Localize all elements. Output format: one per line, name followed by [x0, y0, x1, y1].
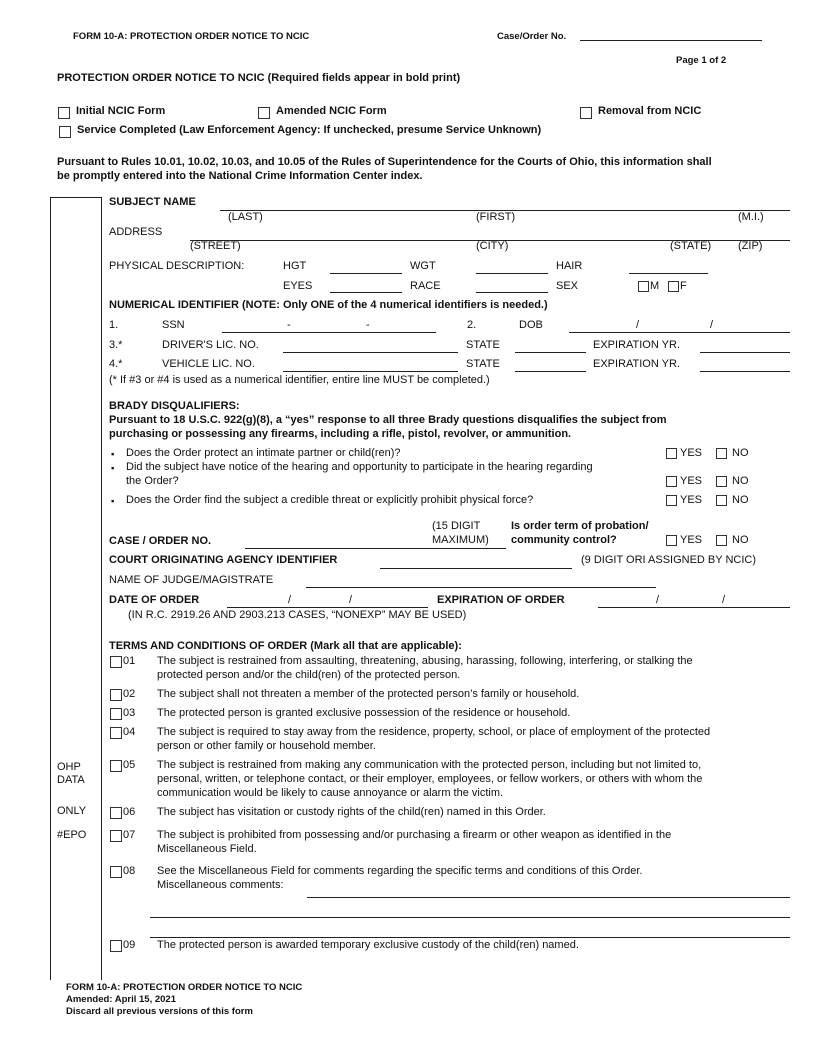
term-text: The subject is prohibited from possessing and/or purchasing a firearm or other weapon as identified in the [157, 829, 672, 841]
service-completed-checkbox[interactable] [59, 126, 71, 138]
case-order-label: Case/Order No. [497, 31, 567, 42]
digit-15-note: (15 DIGIT [432, 520, 481, 532]
probation-no-checkbox[interactable] [716, 535, 727, 546]
dob-field[interactable] [569, 332, 790, 333]
brady-intro [109, 414, 666, 427]
pursuant-line-1: Pursuant to Rules 10.01, 10.02, 10.03, and 10.05 of the Rules of Superintendence for the Courts of Ohio, this information shall [57, 156, 712, 168]
term-07-checkbox[interactable] [110, 830, 122, 842]
term-text: person or other family or household member. [157, 740, 376, 752]
vehicle-lic-field[interactable] [283, 371, 458, 372]
q2-yes-checkbox[interactable] [666, 476, 677, 487]
dl-state-label: STATE [466, 339, 500, 351]
amended-ncic-checkbox[interactable] [258, 107, 270, 119]
race-field[interactable] [476, 292, 548, 293]
service-completed-label: Service Completed (Law Enforcement Agency: If unchecked, presume Service Unknown) [77, 124, 542, 136]
term-text: The subject is restrained from assaulting, threatening, abusing, harassing, following, interfering, or stalking the [157, 655, 693, 667]
exp-slash: / [722, 594, 726, 606]
side-column-right-border [101, 197, 102, 980]
sex-label: SEX [556, 280, 579, 292]
brady-q2: Did the subject have notice of the hearing and opportunity to participate in the hearing regarding [126, 461, 593, 473]
dob-label: DOB [519, 319, 543, 331]
eyes-field[interactable] [330, 292, 402, 293]
vl-exp-label: EXPIRATION YR. [593, 358, 681, 370]
dob-slash: / [710, 319, 714, 331]
bullet: ▪ [111, 463, 115, 474]
side-column-left-border [50, 197, 51, 980]
vl-state-label: STATE [466, 358, 500, 370]
q3-yes-checkbox[interactable] [666, 495, 677, 506]
drivers-lic-label: DRIVER'S LIC. NO. [162, 339, 259, 351]
brady-intro-rest: disqualifies the subject from [514, 414, 667, 426]
probation-question-2: community control? [511, 534, 617, 546]
probation-yes-checkbox[interactable] [666, 535, 677, 546]
term-08-checkbox[interactable] [110, 866, 122, 878]
dob-slash: / [636, 319, 640, 331]
case-order-no-field[interactable] [245, 548, 420, 549]
eyes-label: EYES [283, 280, 313, 292]
yes-label: YES [680, 494, 703, 506]
term-code: 01 [123, 655, 136, 667]
case-order-underline [420, 548, 506, 549]
initial-ncic-checkbox[interactable] [58, 107, 70, 119]
num-4: 4.* [109, 358, 123, 370]
date-of-order-field[interactable] [227, 607, 428, 608]
term-code: 02 [123, 688, 136, 700]
sex-m-checkbox[interactable] [638, 281, 649, 292]
q1-yes-checkbox[interactable] [666, 448, 677, 459]
expiration-of-order-field[interactable] [598, 607, 790, 608]
zip-caption: (ZIP) [738, 240, 763, 252]
hair-field[interactable] [629, 273, 708, 274]
vl-state-field[interactable] [515, 371, 586, 372]
misc-comments-line[interactable] [150, 937, 790, 938]
probation-question: Is order term of probation/ [511, 520, 649, 532]
first-caption: (FIRST) [476, 211, 516, 223]
dl-exp-field[interactable] [700, 352, 790, 353]
nonexp-note: (IN R.C. 2919.26 AND 2903.213 CASES, “NONEXP” MAY BE USED) [128, 609, 467, 621]
yes-label: YES [680, 475, 703, 487]
term-text: The protected person is granted exclusive possession of the residence or household. [157, 707, 571, 719]
term-code: 06 [123, 806, 136, 818]
hgt-field[interactable] [330, 273, 402, 274]
expiration-of-order-label: EXPIRATION OF ORDER [437, 594, 565, 606]
footer-form-title: FORM 10-A: PROTECTION ORDER NOTICE TO NCIC [66, 982, 303, 993]
digit-15-note-2: MAXIMUM) [432, 534, 489, 546]
judge-label: NAME OF JUDGE/MAGISTRATE [109, 574, 274, 586]
yes-label: YES [680, 534, 703, 546]
drivers-lic-field[interactable] [283, 352, 458, 353]
term-06-checkbox[interactable] [110, 807, 122, 819]
page-title: PROTECTION ORDER NOTICE TO NCIC (Required fields appear in bold print) [57, 72, 461, 84]
num-3: 3.* [109, 339, 123, 351]
hgt-label: HGT [283, 260, 307, 272]
vl-exp-field[interactable] [700, 371, 790, 372]
term-code: 09 [123, 939, 136, 951]
brady-label: BRADY DISQUALIFIERS: [109, 400, 240, 412]
no-label: NO [732, 475, 749, 487]
brady-intro-bold: Pursuant to 18 U.S.C. 922(g)(8), a “yes” response to all three Brady questions [109, 414, 515, 426]
side-ohp: OHP [57, 761, 81, 773]
initial-ncic-label: Initial NCIC Form [76, 105, 166, 117]
no-label: NO [732, 494, 749, 506]
wgt-field[interactable] [476, 273, 548, 274]
footer-amended: Amended: April 15, 2021 [66, 994, 176, 1005]
footer-discard: Discard all previous versions of this form [66, 1006, 253, 1017]
term-code: 03 [123, 707, 136, 719]
wgt-label: WGT [410, 260, 436, 272]
term-text: personal, written, or telephone contact, or their employer, employees, or fellow workers, or others with whom the [157, 773, 703, 785]
term-01-checkbox[interactable] [110, 656, 122, 668]
removal-ncic-label: Removal from NCIC [598, 105, 702, 117]
numerical-note: (* If #3 or #4 is used as a numerical identifier, entire line MUST be completed.) [109, 374, 490, 386]
bullet: ▪ [111, 449, 115, 460]
state-caption: (STATE) [670, 240, 712, 252]
date-of-order-label: DATE OF ORDER [109, 594, 200, 606]
term-text: Miscellaneous Field. [157, 843, 257, 855]
term-code: 05 [123, 759, 136, 771]
side-epo: #EPO [57, 829, 87, 841]
dl-exp-label: EXPIRATION YR. [593, 339, 681, 351]
side-only: ONLY [57, 805, 87, 817]
num-2: 2. [467, 319, 477, 331]
case-order-field[interactable] [580, 40, 762, 41]
q3-no-checkbox[interactable] [716, 495, 727, 506]
last-caption: (LAST) [228, 211, 263, 223]
sex-f-label: F [680, 280, 687, 292]
street-caption: (STREET) [190, 240, 241, 252]
physical-description-label: PHYSICAL DESCRIPTION: [109, 260, 245, 272]
no-label: NO [732, 447, 749, 459]
form-header-title: FORM 10-A: PROTECTION ORDER NOTICE TO NCIC [73, 31, 310, 42]
q2-no-checkbox[interactable] [716, 476, 727, 487]
ori-note: (9 DIGIT ORI ASSIGNED BY NCIC) [581, 554, 757, 566]
side-data: DATA [57, 774, 85, 786]
vehicle-lic-label: VEHICLE LIC. NO. [162, 358, 255, 370]
term-02-checkbox[interactable] [110, 689, 122, 701]
num-1: 1. [109, 319, 119, 331]
date-slash: / [349, 594, 353, 606]
numerical-identifier-label: NUMERICAL IDENTIFIER (NOTE: Only ONE of the 4 numerical identifiers is needed.) [109, 299, 548, 311]
term-05-checkbox[interactable] [110, 760, 122, 772]
brady-q1: Does the Order protect an intimate partner or child(ren)? [126, 447, 401, 459]
no-label: NO [732, 534, 749, 546]
ssn-label: SSN [162, 319, 185, 331]
date-slash: / [288, 594, 292, 606]
term-code: 07 [123, 829, 136, 841]
brady-q3: Does the Order find the subject a credible threat or explicitly prohibit physical force? [126, 494, 534, 506]
race-label: RACE [410, 280, 441, 292]
exp-slash: / [656, 594, 660, 606]
amended-ncic-label: Amended NCIC Form [276, 105, 387, 117]
ori-label: COURT ORIGINATING AGENCY IDENTIFIER [109, 554, 338, 566]
ori-field[interactable] [380, 568, 572, 569]
term-text: Miscellaneous comments: [157, 879, 284, 891]
judge-field[interactable] [306, 587, 656, 588]
pursuant-line-2: be promptly entered into the National Crime Information Center index. [57, 170, 423, 182]
misc-comments-line[interactable] [307, 897, 790, 898]
misc-comments-line[interactable] [150, 917, 790, 918]
city-caption: (CITY) [476, 240, 509, 252]
term-text: See the Miscellaneous Field for comments regarding the specific terms and conditions of this Order. [157, 865, 643, 877]
ssn-field[interactable] [222, 332, 436, 333]
side-column-top [50, 197, 101, 198]
term-09-checkbox[interactable] [110, 940, 122, 952]
brady-q2-cont: the Order? [126, 475, 179, 487]
term-03-checkbox[interactable] [110, 708, 122, 720]
term-text: The protected person is awarded temporary exclusive custody of the child(ren) named. [157, 939, 579, 951]
term-text: The subject is required to stay away from the residence, property, school, or place of employment of the protected [157, 726, 711, 738]
q1-no-checkbox[interactable] [716, 448, 727, 459]
terms-label: TERMS AND CONDITIONS OF ORDER (Mark all that are applicable): [109, 640, 462, 652]
brady-intro-2: purchasing or possessing any firearms, including a rifle, pistol, revolver, or ammunition. [109, 428, 572, 440]
term-text: protected person and/or the child(ren) of the protected person. [157, 669, 461, 681]
subject-name-label: SUBJECT NAME [109, 196, 196, 208]
sex-m-label: M [650, 280, 660, 292]
address-label: ADDRESS [109, 226, 163, 238]
sex-f-checkbox[interactable] [668, 281, 679, 292]
hair-label: HAIR [556, 260, 583, 272]
term-code: 04 [123, 726, 136, 738]
case-order-no-label: CASE / ORDER NO. [109, 535, 212, 547]
removal-ncic-checkbox[interactable] [580, 107, 592, 119]
term-text: The subject shall not threaten a member of the protected person’s family or household. [157, 688, 580, 700]
mi-caption: (M.I.) [738, 211, 764, 223]
term-code: 08 [123, 865, 136, 877]
term-text: communication would be likely to cause annoyance or alarm the victim. [157, 787, 504, 799]
ssn-dash: - [287, 319, 291, 331]
term-04-checkbox[interactable] [110, 727, 122, 739]
ssn-dash: - [366, 319, 370, 331]
term-text: The subject has visitation or custody rights of the child(ren) named in this Order. [157, 806, 546, 818]
dl-state-field[interactable] [515, 352, 586, 353]
yes-label: YES [680, 447, 703, 459]
term-text: The subject is restrained from making any communication with the protected person, including but not limited to, [157, 759, 702, 771]
page-number: Page 1 of 2 [676, 55, 727, 66]
bullet: ▪ [111, 496, 115, 507]
